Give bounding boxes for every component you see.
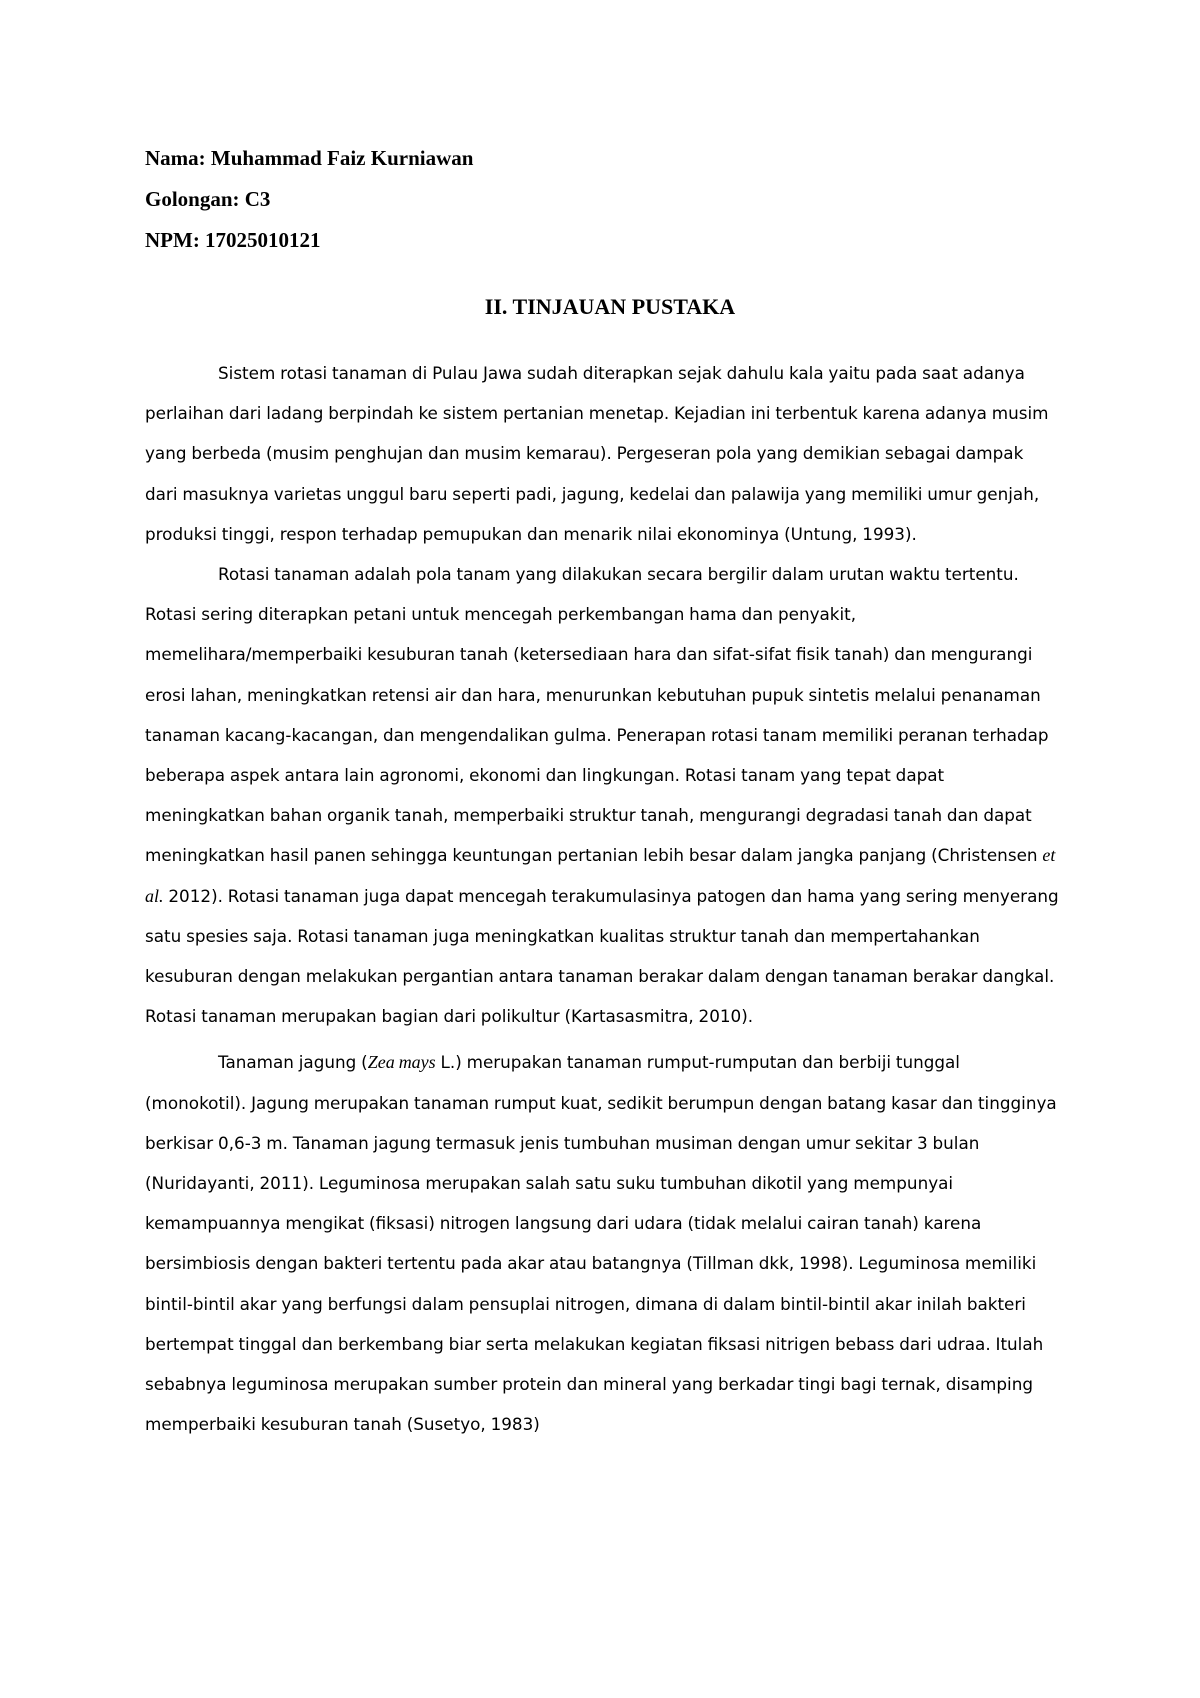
paragraph2-text-end: 2012). Rotasi tanaman juga dapat mencegah terakumulasinya patogen dan hama yang sering menyerang satu spesies saja. Rotasi tanaman juga meningkatkan kualitas struktur tanah dan mempertahankan kesuburan dengan melakukan pergantian antara tanaman berakar dalam dengan tanaman berakar dangkal. Rotasi tanaman merupakan bagian dari polikultur (Kartasasmitra, 2010). (145, 885, 1059, 1027)
paragraph-corn-legumes (145, 1042, 1060, 1444)
paragraph3-text-end: L.) merupakan tanaman rumput-rumputan dan berbiji tunggal (monokotil). Jagung merupakan tanaman rumput kuat, sedikit berumpun dengan batang kasar dan tingginya berkisar 0,6-3 m. Tanaman jagung termasuk jenis tumbuhan musiman dengan umur sekitar 3 bulan (Nuridayanti, 2011). Leguminosa merupakan salah satu suku tumbuhan dikotil yang mempunyai kemampuannya mengikat (fiksasi) nitrogen langsung dari udara (tidak melalui cairan tanah) karena bersimbiosis dengan bakteri tertentu pada akar atau batangnya (Tillman dkk, 1998). Leguminosa memiliki bintil-bintil akar yang berfungsi dalam pensuplai nitrogen, dimana di dalam bintil-bintil akar inilah bakteri bertempat tinggal dan berkembang biar serta melakukan kegiatan fiksasi nitrigen bebass dari udraa. Itulah sebabnya leguminosa merupakan sumber protein dan mineral yang berkadar tingi bagi ternak, disamping memperbaiki kesuburan tanah (Susetyo, 1983) (145, 1052, 1057, 1435)
student-name: Nama: Muhammad Faiz Kurniawan (145, 146, 474, 170)
paragraph2-text-start: Rotasi tanaman adalah pola tanam yang dilakukan secara bergilir dalam urutan waktu tertentu. Rotasi sering diterapkan petani untuk mencegah perkembangan hama dan penyakit, memelihara/memperbaiki kesuburan tanah (ketersediaan hara dan sifat-sifat fisik tanah) dan mengurangi erosi lahan, meningkatkan retensi air dan hara, menurunkan kebutuhan pupuk sintetis melalui penanaman tanaman kacang-kacangan, dan mengendalikan gulma. Penerapan rotasi tanam memiliki peranan terhadap beberapa aspek antara lain agronomi, ekonomi dan lingkungan. Rotasi tanam yang tepat dapat meningkatkan bahan organik tanah, memperbaiki struktur tanah, mengurangi degradasi tanah dan dapat meningkatkan hasil panen sehingga keuntungan pertanian lebih besar dalam jangka panjang (Christensen (145, 564, 1049, 866)
paragraph3-italic-species: Zea mays (367, 1052, 436, 1073)
student-group: Golongan: C3 (145, 187, 271, 211)
paragraph2-italic-et-al: et al. (145, 845, 1056, 906)
paragraph-crop-rotation-history: Sistem rotasi tanaman di Pulau Jawa sudah diterapkan sejak dahulu kala yaitu pada saat adanya perlaihan dari ladang berpindah ke sistem pertanian menetap. Kejadian ini terbentuk karena adanya musim yang berbeda (musim penghujan dan musim kemarau). Pergeseran pola yang demikian sebagai dampak dari masuknya varietas unggul baru seperti padi, jagung, kedelai dan palawija yang memiliki umur genjah, produksi tinggi, respon terhadap pemupukan dan menarik nilai ekonominya (Untung, 1993). (145, 363, 1049, 544)
paragraph-crop-rotation-definition (145, 554, 1060, 1036)
paragraph3-text-start: Tanaman jagung ( (218, 1052, 368, 1073)
section-title: II. TINJAUAN PUSTAKA (484, 294, 736, 319)
student-npm: NPM: 17025010121 (145, 228, 321, 252)
